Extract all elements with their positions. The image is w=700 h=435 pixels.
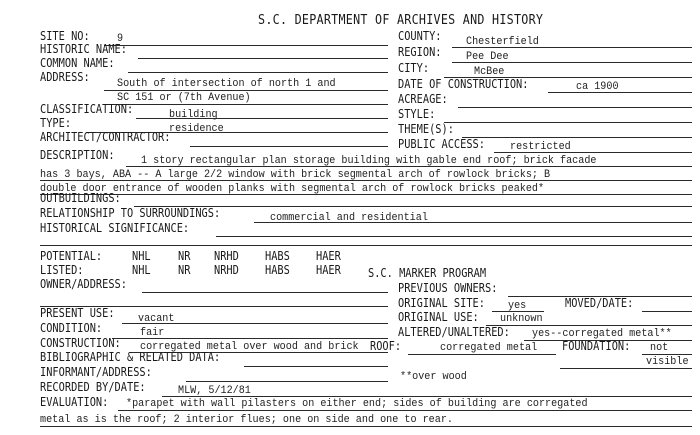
address-label: ADDRESS: xyxy=(40,70,90,84)
construction-label: CONSTRUCTION: xyxy=(40,336,121,350)
present-use-line xyxy=(122,323,388,324)
public-access-value: restricted xyxy=(510,141,571,153)
common-name-line xyxy=(128,72,388,73)
listed-nhl: NHL xyxy=(132,263,151,277)
evaluation-line2 xyxy=(40,426,692,427)
date-of-construction-value: ca 1900 xyxy=(576,81,619,93)
evaluation-label: EVALUATION: xyxy=(40,395,109,409)
type-label: TYPE: xyxy=(40,116,72,130)
form-title: S.C. DEPARTMENT OF ARCHIVES AND HISTORY xyxy=(258,13,544,28)
style-label: STYLE: xyxy=(398,107,436,121)
city-label: CITY: xyxy=(398,61,430,75)
description-line3-value: double door entrance of wooden planks with segmental arch of rowlock bricks peaked* xyxy=(40,183,545,195)
original-site-label: ORIGINAL SITE: xyxy=(398,296,485,310)
foundation-value-line2: visible xyxy=(646,356,689,368)
city-value: McBee xyxy=(474,66,505,78)
recorded-by-value: MLW, 5/12/81 xyxy=(178,385,251,397)
original-site-value: yes xyxy=(508,300,527,312)
potential-label: POTENTIAL: xyxy=(40,249,103,263)
description-label: DESCRIPTION: xyxy=(40,148,115,162)
description-line1 xyxy=(126,166,692,167)
potential-nr: NR xyxy=(178,249,191,263)
county-line xyxy=(452,47,692,48)
historic-name-line xyxy=(138,58,388,59)
description-line2-value: has 3 bays, ABA -- A large 2/2 window with brick segmental arch of rowlock bricks; B xyxy=(40,169,551,181)
informant-line xyxy=(186,381,388,382)
region-line xyxy=(452,62,692,63)
bibliographic-label: BIBLIOGRAPHIC & RELATED DATA: xyxy=(40,350,221,364)
public-access-label: PUBLIC ACCESS: xyxy=(398,137,485,151)
present-use-label: PRESENT USE: xyxy=(40,306,115,320)
region-label: REGION: xyxy=(398,45,442,59)
roof-line xyxy=(408,354,556,355)
outbuildings-label: OUTBUILDINGS: xyxy=(40,191,121,205)
relationship-value: commercial and residential xyxy=(270,212,428,224)
evaluation-line2-value: metal as is the roof; 2 interior flues; one on side and one to rear. xyxy=(40,414,453,426)
owner-address-line xyxy=(142,292,388,293)
original-use-line xyxy=(486,325,692,326)
section-divider xyxy=(40,245,692,246)
relationship-line xyxy=(254,222,692,223)
address-line1 xyxy=(104,90,388,91)
roof-label: ROOF: xyxy=(370,339,402,353)
address-line1-value: South of intersection of north 1 and xyxy=(117,78,336,90)
themes-label: THEME(S): xyxy=(398,122,454,136)
style-line xyxy=(444,122,692,123)
site-no-line xyxy=(104,45,388,46)
listed-nr: NR xyxy=(178,263,191,277)
present-use-value: vacant xyxy=(138,313,175,325)
foundation-label: FOUNDATION: xyxy=(562,339,631,353)
acreage-label: ACREAGE: xyxy=(398,92,448,106)
roof-value: corregated metal xyxy=(440,342,538,354)
potential-habs: HABS xyxy=(265,249,290,263)
historical-significance-line xyxy=(216,236,692,237)
date-of-construction-line xyxy=(548,92,692,93)
county-value: Chesterfield xyxy=(466,36,539,48)
foundation-line xyxy=(642,354,692,355)
description-line2 xyxy=(40,180,692,181)
original-use-value: unknown xyxy=(500,313,543,325)
common-name-label: COMMON NAME: xyxy=(40,56,115,70)
architect-label: ARCHITECT/CONTRACTOR: xyxy=(40,130,171,144)
recorded-by-line xyxy=(162,396,692,397)
historical-significance-label: HISTORICAL SIGNIFICANCE: xyxy=(40,221,190,235)
foundation-line2 xyxy=(560,368,692,369)
evaluation-line1 xyxy=(118,410,692,411)
type-value: residence xyxy=(169,123,224,135)
address-line2-value: SC 151 or (7th Avenue) xyxy=(117,92,251,104)
owner-address-label: OWNER/ADDRESS: xyxy=(40,277,127,291)
condition-label: CONDITION: xyxy=(40,321,103,335)
marker-program-label: S.C. MARKER PROGRAM xyxy=(368,266,487,280)
description-line3 xyxy=(40,194,692,195)
listed-habs: HABS xyxy=(265,263,290,277)
historic-name-label: HISTORIC NAME: xyxy=(40,42,127,56)
altered-value: yes--corregated metal** xyxy=(532,328,672,340)
relationship-label: RELATIONSHIP TO SURROUNDINGS: xyxy=(40,206,221,220)
architect-line xyxy=(190,146,388,147)
acreage-line xyxy=(458,107,692,108)
moved-date-label: MOVED/DATE: xyxy=(565,296,634,310)
informant-label: INFORMANT/ADDRESS: xyxy=(40,365,152,379)
condition-value: fair xyxy=(140,327,165,339)
altered-label: ALTERED/UNALTERED: xyxy=(398,325,510,339)
original-use-label: ORIGINAL USE: xyxy=(398,310,479,324)
previous-owners-label: PREVIOUS OWNERS: xyxy=(398,281,498,295)
roof-note: **over wood xyxy=(400,371,467,383)
site-no-value: 9 xyxy=(117,33,124,45)
potential-haer: HAER xyxy=(316,249,341,263)
original-site-line xyxy=(492,311,544,312)
classification-label: CLASSIFICATION: xyxy=(40,102,134,116)
date-of-construction-label: DATE OF CONSTRUCTION: xyxy=(398,77,529,91)
listed-haer: HAER xyxy=(316,263,341,277)
classification-value: building xyxy=(169,109,218,121)
potential-nrhd: NRHD xyxy=(214,249,239,263)
listed-label: LISTED: xyxy=(40,263,84,277)
moved-date-line xyxy=(642,311,692,312)
site-no-label: SITE NO: xyxy=(40,29,90,43)
region-value: Pee Dee xyxy=(466,51,509,63)
classification-line xyxy=(136,118,388,119)
public-access-line xyxy=(494,152,692,153)
themes-line xyxy=(462,137,692,138)
county-label: COUNTY: xyxy=(398,29,442,43)
condition-line xyxy=(112,338,388,339)
foundation-value-line1: not xyxy=(650,342,669,354)
listed-nrhd: NRHD xyxy=(214,263,239,277)
construction-value: corregated metal over wood and brick xyxy=(140,341,359,353)
recorded-by-label: RECORDED BY/DATE: xyxy=(40,380,146,394)
bibliographic-line xyxy=(244,366,388,367)
potential-nhl: NHL xyxy=(132,249,151,263)
description-line1-value: 1 story rectangular plan storage building with gable end roof; brick facade xyxy=(141,155,597,167)
evaluation-line1-value: *parapet with wall pilasters on either end; sides of building are corregated xyxy=(126,398,588,410)
address-line2 xyxy=(104,104,388,105)
